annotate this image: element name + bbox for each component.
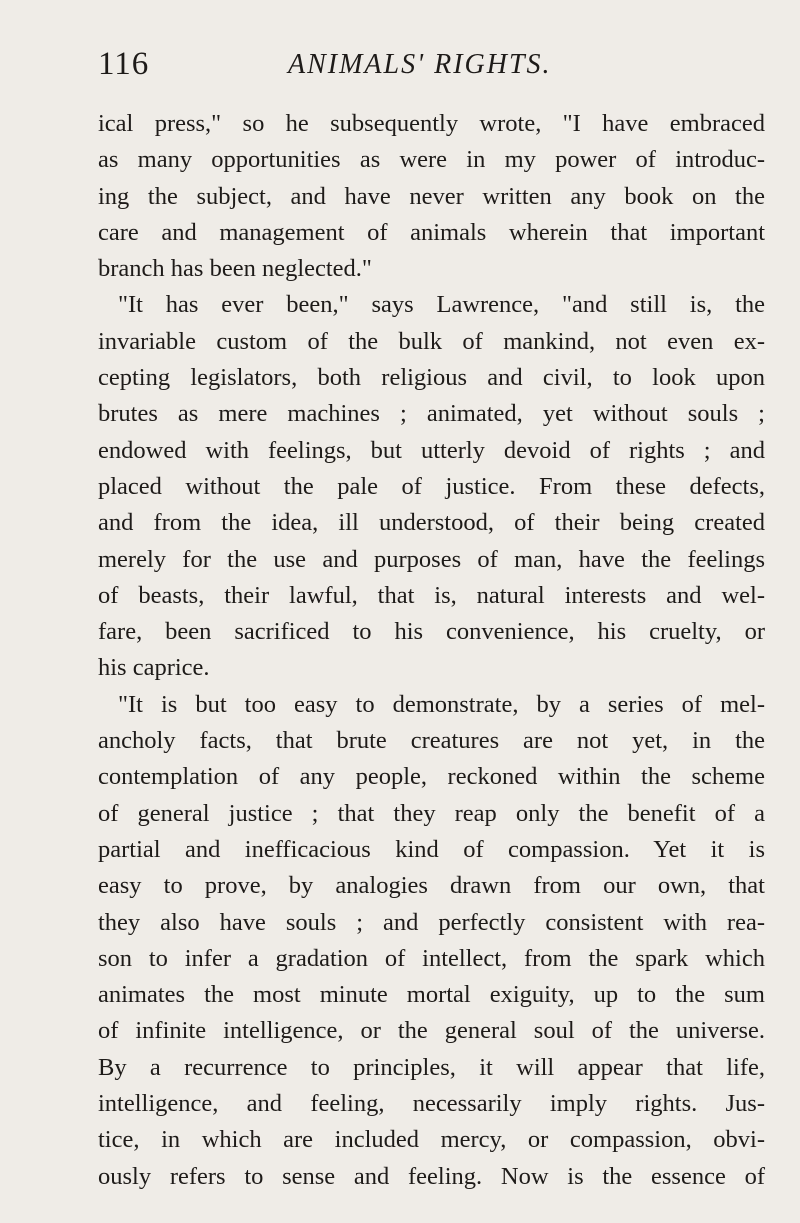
running-head <box>98 44 698 94</box>
running-title: ANIMALS' RIGHTS. <box>288 49 552 80</box>
text-line: son to infer a gradation of intellect, from the spark which <box>98 944 765 972</box>
text-line: cepting legislators, both religious and civil, to look upon <box>98 364 765 392</box>
text-line: placed without the pale of justice. From these defects, <box>98 472 765 500</box>
text-line: endowed with feelings, but utterly devoid of rights ; and <box>98 436 765 464</box>
text-line: merely for the use and purposes of man, have the feelings <box>98 545 765 573</box>
text-line: care and management of animals wherein that important <box>98 218 765 246</box>
text-line: of beasts, their lawful, that is, natural interests and wel- <box>98 581 765 609</box>
text-line: branch has been neglected." <box>98 255 372 283</box>
text-line: of infinite intelligence, or the general soul of the universe. <box>98 1017 765 1045</box>
text-line: ancholy facts, that brute creatures are not yet, in the <box>98 727 765 755</box>
text-line: animates the most minute mortal exiguity, up to the sum <box>98 981 765 1009</box>
text-line: contemplation of any people, reckoned within the scheme <box>98 763 765 791</box>
text-line: By a recurrence to principles, it will appear that life, <box>98 1053 765 1081</box>
text-line: "It is but too easy to demonstrate, by a series of mel- <box>118 690 765 718</box>
text-line: brutes as mere machines ; animated, yet without souls ; <box>98 400 765 428</box>
text-line: intelligence, and feeling, necessarily imply rights. Jus- <box>98 1090 765 1118</box>
text-line: ously refers to sense and feeling. Now is the essence of <box>98 1162 765 1190</box>
text-line: they also have souls ; and perfectly consistent with rea- <box>98 908 765 936</box>
text-line: ing the subject, and have never written any book on the <box>98 182 765 210</box>
text-line: invariable custom of the bulk of mankind, not even ex- <box>98 327 765 355</box>
page-number: 116 <box>98 46 150 82</box>
text-line: of general justice ; that they reap only the benefit of a <box>98 799 765 827</box>
text-line: and from the idea, ill understood, of their being created <box>98 509 765 537</box>
text-line: tice, in which are included mercy, or compassion, obvi- <box>98 1126 765 1154</box>
text-line: fare, been sacrificed to his convenience, his cruelty, or <box>98 618 765 646</box>
text-line: his caprice. <box>98 654 210 682</box>
text-line: ical press," so he subsequently wrote, "I have embraced <box>98 110 765 137</box>
text-line: partial and inefficacious kind of compassion. Yet it is <box>98 835 765 863</box>
text-line: as many opportunities as were in my power of introduc- <box>98 146 765 174</box>
body-text <box>98 106 765 1195</box>
text-line: easy to prove, by analogies drawn from our own, that <box>98 872 765 900</box>
text-line: "It has ever been," says Lawrence, "and still is, the <box>118 291 765 319</box>
